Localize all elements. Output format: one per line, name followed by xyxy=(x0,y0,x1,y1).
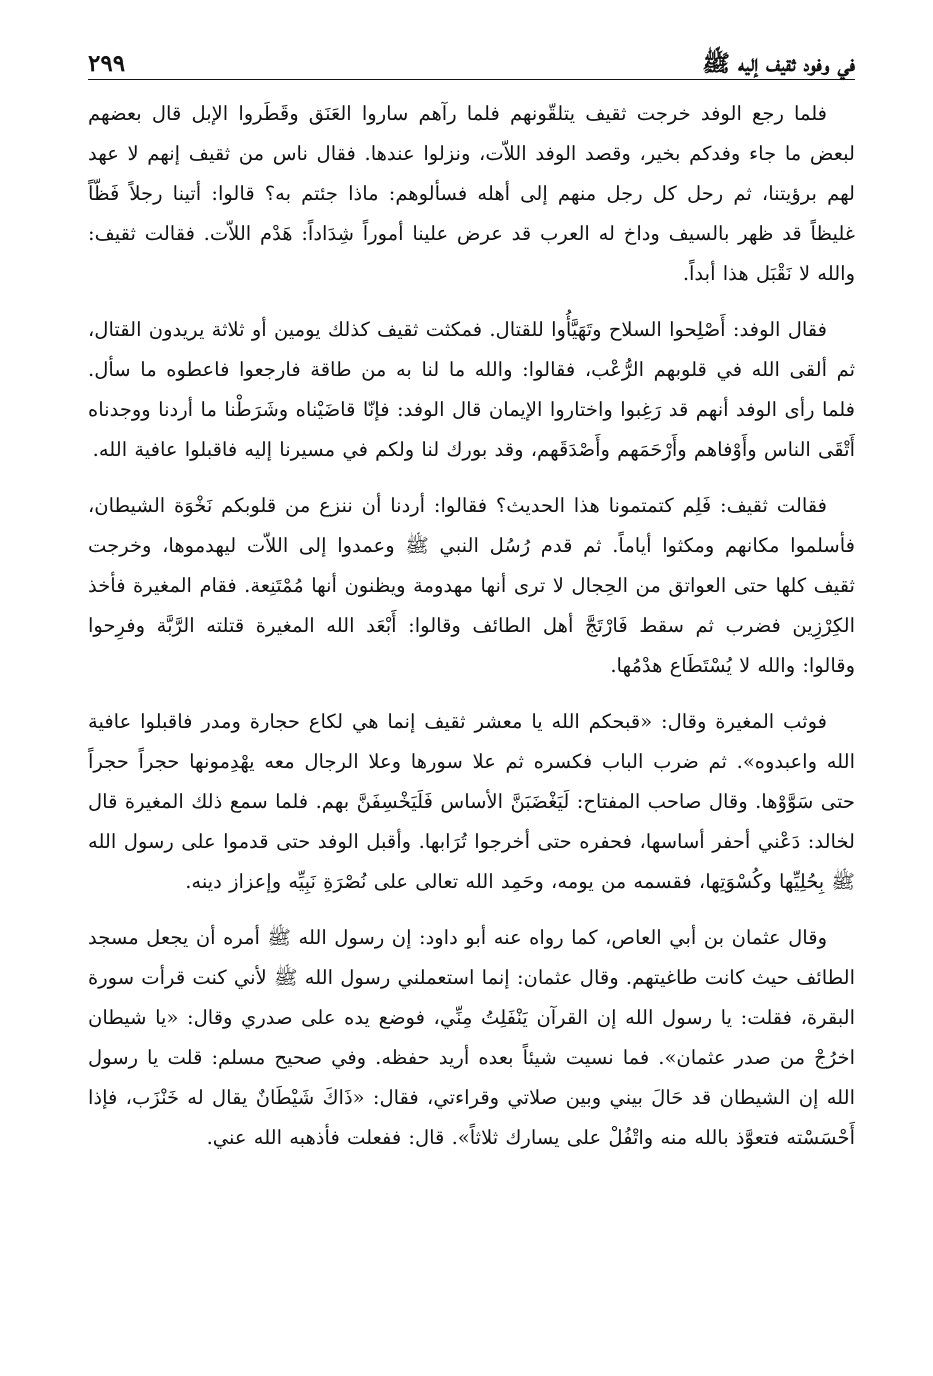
body-text xyxy=(88,94,855,1158)
paragraph: فقالت ثقيف: فَلِم كتمتمونا هذا الحديث؟ فقالوا: أردنا أن ننزع من قلوبكم نَخْوَة الشيطان، فأسلموا مكانهم ومكثوا أياماً. ثم قدم رُسُل النبي ﷺ وعمدوا إلى اللاّت ليهدموها، وخرجت ثقيف كلها حتى العواتق من الحِجال لا ترى أنها مهدومة ويظنون أنها مُمْتَنِعة. فقام المغيرة فأخذ الكِرْزِين فضرب ثم سقط فَارْتَجَّ أهل الطائف وقالوا: أَبْعَد الله المغيرة قتلته الرَّبَّة وفرِحوا وقالوا: والله لا يُسْتَطَاع هدْمُها. xyxy=(88,494,855,677)
page-header xyxy=(88,38,855,80)
page-number: ٢٩٩ xyxy=(88,50,126,77)
paragraph: فقال الوفد: أَصْلِحوا السلاح وتَهَيَّأُوا للقتال. فمكثت ثقيف كذلك يومين أو ثلاثة يريدون القتال، ثم ألقى الله في قلوبهم الرُّعْب، فقالوا: والله ما لنا به من طاقة فارجعوا فاعطوه ما سأل. فلما رأى الوفد أنهم قد رَغِبوا واختاروا الإيمان قال الوفد: فإنّا قاضَيْناه وشَرَطْنا ما أردنا ووجدناه أَتْقَى الناس وأَوْفاهم وأَرْحَمَهم وأَصْدَقَهم، وقد بورك لنا ولكم في مسيرنا إليه فاقبلوا عافية الله. xyxy=(88,318,855,461)
paragraph: فوثب المغيرة وقال: «قبحكم الله يا معشر ثقيف إنما هي لكاع حجارة ومدر فاقبلوا عافية الله واعبدوه». ثم ضرب الباب فكسره ثم علا سورها وعلا الرجال معه يهْدِمونها حجراً حجراً حتى سَوَّوْها. وقال صاحب المفتاح: لَيَغْضَبَنَّ الأساس فَلَيَخْسِفَنَّ بهم. فلما سمع ذلك المغيرة قال لخالد: دَعْني أحفر أساسها، فحفره حتى أخرجوا تُرَابها. وأقبل الوفد حتى قدموا على رسول الله ﷺ بِحُلِيِّها وكُسْوَتِها، فقسمه من يومه، وحَمِد الله تعالى على نُصْرَةِ نَبِيِّه وإعزاز دينه. xyxy=(88,710,855,893)
paragraph: وقال عثمان بن أبي العاص، كما رواه عنه أبو داود: إن رسول الله ﷺ أمره أن يجعل مسجد الطائف حيث كانت طاغيتهم. وقال عثمان: إنما استعملني رسول الله ﷺ لأني كنت قرأت سورة البقرة، فقلت: يا رسول الله إن القرآن يَنْفَلِتُ مِنِّي، فوضع يده على صدري وقال: «يا شيطان اخرُجْ من صدر عثمان». فما نسيت شيئاً بعده أريد حفظه. وفي صحيح مسلم: قلت يا رسول الله إن الشيطان قد حَالَ بيني وبين صلاتي وقراءتي، فقال: «ذَاكَ شَيْطَانٌ يقال له خَنْزَب، فإذا أَحْسَسْته فتعوَّذ بالله منه واتْفُلْ على يسارك ثلاثاً». قال: ففعلت فأذهبه الله عني. xyxy=(88,926,855,1149)
paragraph: فلما رجع الوفد خرجت ثقيف يتلقّونهم فلما رآهم ساروا العَنَق وقَطَروا الإبل قال بعضهم لبعض ما جاء وفدكم بخير، وقصد الوفد اللاّت، ونزلوا عندها. فقال ناس من ثقيف إنهم لا عهد لهم برؤيتنا، ثم رحل كل رجل منهم إلى أهله فسألوهم: ماذا جئتم به؟ قالوا: أتينا رجلاً فَظّاً غليظاً قد ظهر بالسيف وداخ له العرب قد عرض علينا أموراً شِدَاداً: هَدْم اللاّت. فقالت ثقيف: والله لا نَقْبَل هذا أبداً. xyxy=(88,102,855,285)
running-title: في وفود ثقيف إليه ﷺ xyxy=(702,50,855,77)
